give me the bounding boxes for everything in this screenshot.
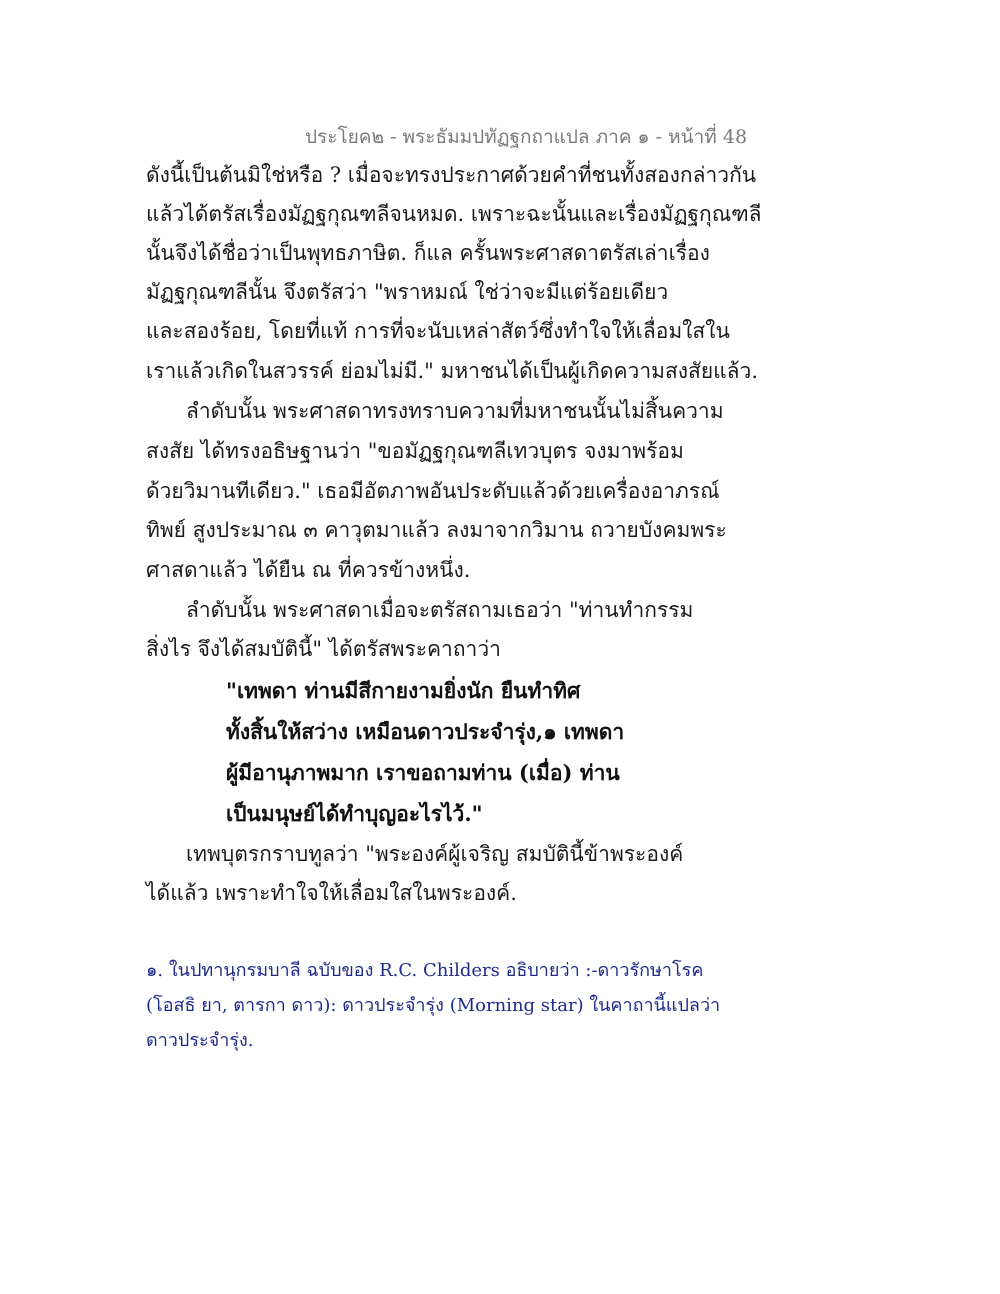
- paragraph-start-line: ลำดับนั้น พระศาสดาเมื่อจะตรัสถามเธอว่า "ท่านทำกรรม: [186, 598, 694, 622]
- body-line: ได้แล้ว เพราะทำใจให้เลื่อมใสในพระองค์.: [146, 881, 517, 905]
- running-header: ประโยค๒ - พระธัมมปทัฏฐกถาแปล ภาค ๑ - หน้าที่ 48: [305, 126, 748, 148]
- body-line: ดังนี้เป็นต้นมิใช่หรือ ? เมื่อจะทรงประกาศด้วยคำที่ชนทั้งสองกล่าวกัน: [146, 163, 757, 187]
- verse-line: เป็นมนุษย์ได้ทำบุญอะไรไว้.": [226, 801, 483, 826]
- footnote-line: (โอสธิ ยา, ตารกา ดาว): ดาวประจำรุ่ง (Morning star) ในคาถานี้แปลว่า: [146, 995, 721, 1016]
- paragraph-start-line: ลำดับนั้น พระศาสดาทรงทราบความที่มหาชนนั้นไม่สิ้นความ: [186, 399, 724, 423]
- verse-line: "เทพดา ท่านมีสีกายงามยิ่งนัก ยืนทำทิศ: [226, 678, 581, 703]
- body-line: ศาสดาแล้ว ได้ยืน ณ ที่ควรข้างหนึ่ง.: [146, 558, 471, 582]
- footnote-line: ดาวประจำรุ่ง.: [146, 1030, 254, 1051]
- verse-line: ทั้งสิ้นให้สว่าง เหมือนดาวประจำรุ่ง,๑ เทพดา: [226, 719, 625, 744]
- body-line: นั้นจึงได้ชื่อว่าเป็นพุทธภาษิต. ก็แล ครั้นพระศาสดาตรัสเล่าเรื่อง: [146, 241, 710, 265]
- body-line: แล้วได้ตรัสเรื่องมัฏฐกุณฑลีจนหมด. เพราะฉะนั้นและเรื่องมัฏฐกุณฑลี: [146, 202, 762, 226]
- body-line: มัฏฐกุณฑลีนั้น จึงตรัสว่า "พราหมณ์ ใช่ว่าจะมีแต่ร้อยเดียว: [146, 280, 669, 304]
- verse-line: ผู้มีอานุภาพมาก เราขอถามท่าน (เมื่อ) ท่าน: [226, 760, 620, 785]
- body-line: สงสัย ได้ทรงอธิษฐานว่า "ขอมัฏฐกุณฑลีเทวบุตร จงมาพร้อม: [146, 439, 684, 463]
- body-line: และสองร้อย, โดยที่แท้ การที่จะนับเหล่าสัตว์ซึ่งทำใจให้เลื่อมใสใน: [146, 319, 730, 343]
- body-line: ทิพย์ สูงประมาณ ๓ คาวุตมาแล้ว ลงมาจากวิมาน ถวายบังคมพระ: [146, 518, 727, 542]
- paragraph-start-line: เทพบุตรกราบทูลว่า "พระองค์ผู้เจริญ สมบัตินี้ข้าพระองค์: [186, 842, 684, 866]
- body-line: ด้วยวิมานทีเดียว." เธอมีอัตภาพอันประดับแล้วด้วยเครื่องอาภรณ์: [146, 479, 720, 503]
- body-line: เราแล้วเกิดในสวรรค์ ย่อมไม่มี." มหาชนได้เป็นผู้เกิดความสงสัยแล้ว.: [146, 359, 759, 383]
- footnote-line: ๑. ในปทานุกรมบาลี ฉบับของ R.C. Childers อธิบายว่า :-ดาวรักษาโรค: [146, 960, 704, 981]
- body-line: สิ่งไร จึงได้สมบัตินี้" ได้ตรัสพระคาถาว่า: [146, 637, 501, 661]
